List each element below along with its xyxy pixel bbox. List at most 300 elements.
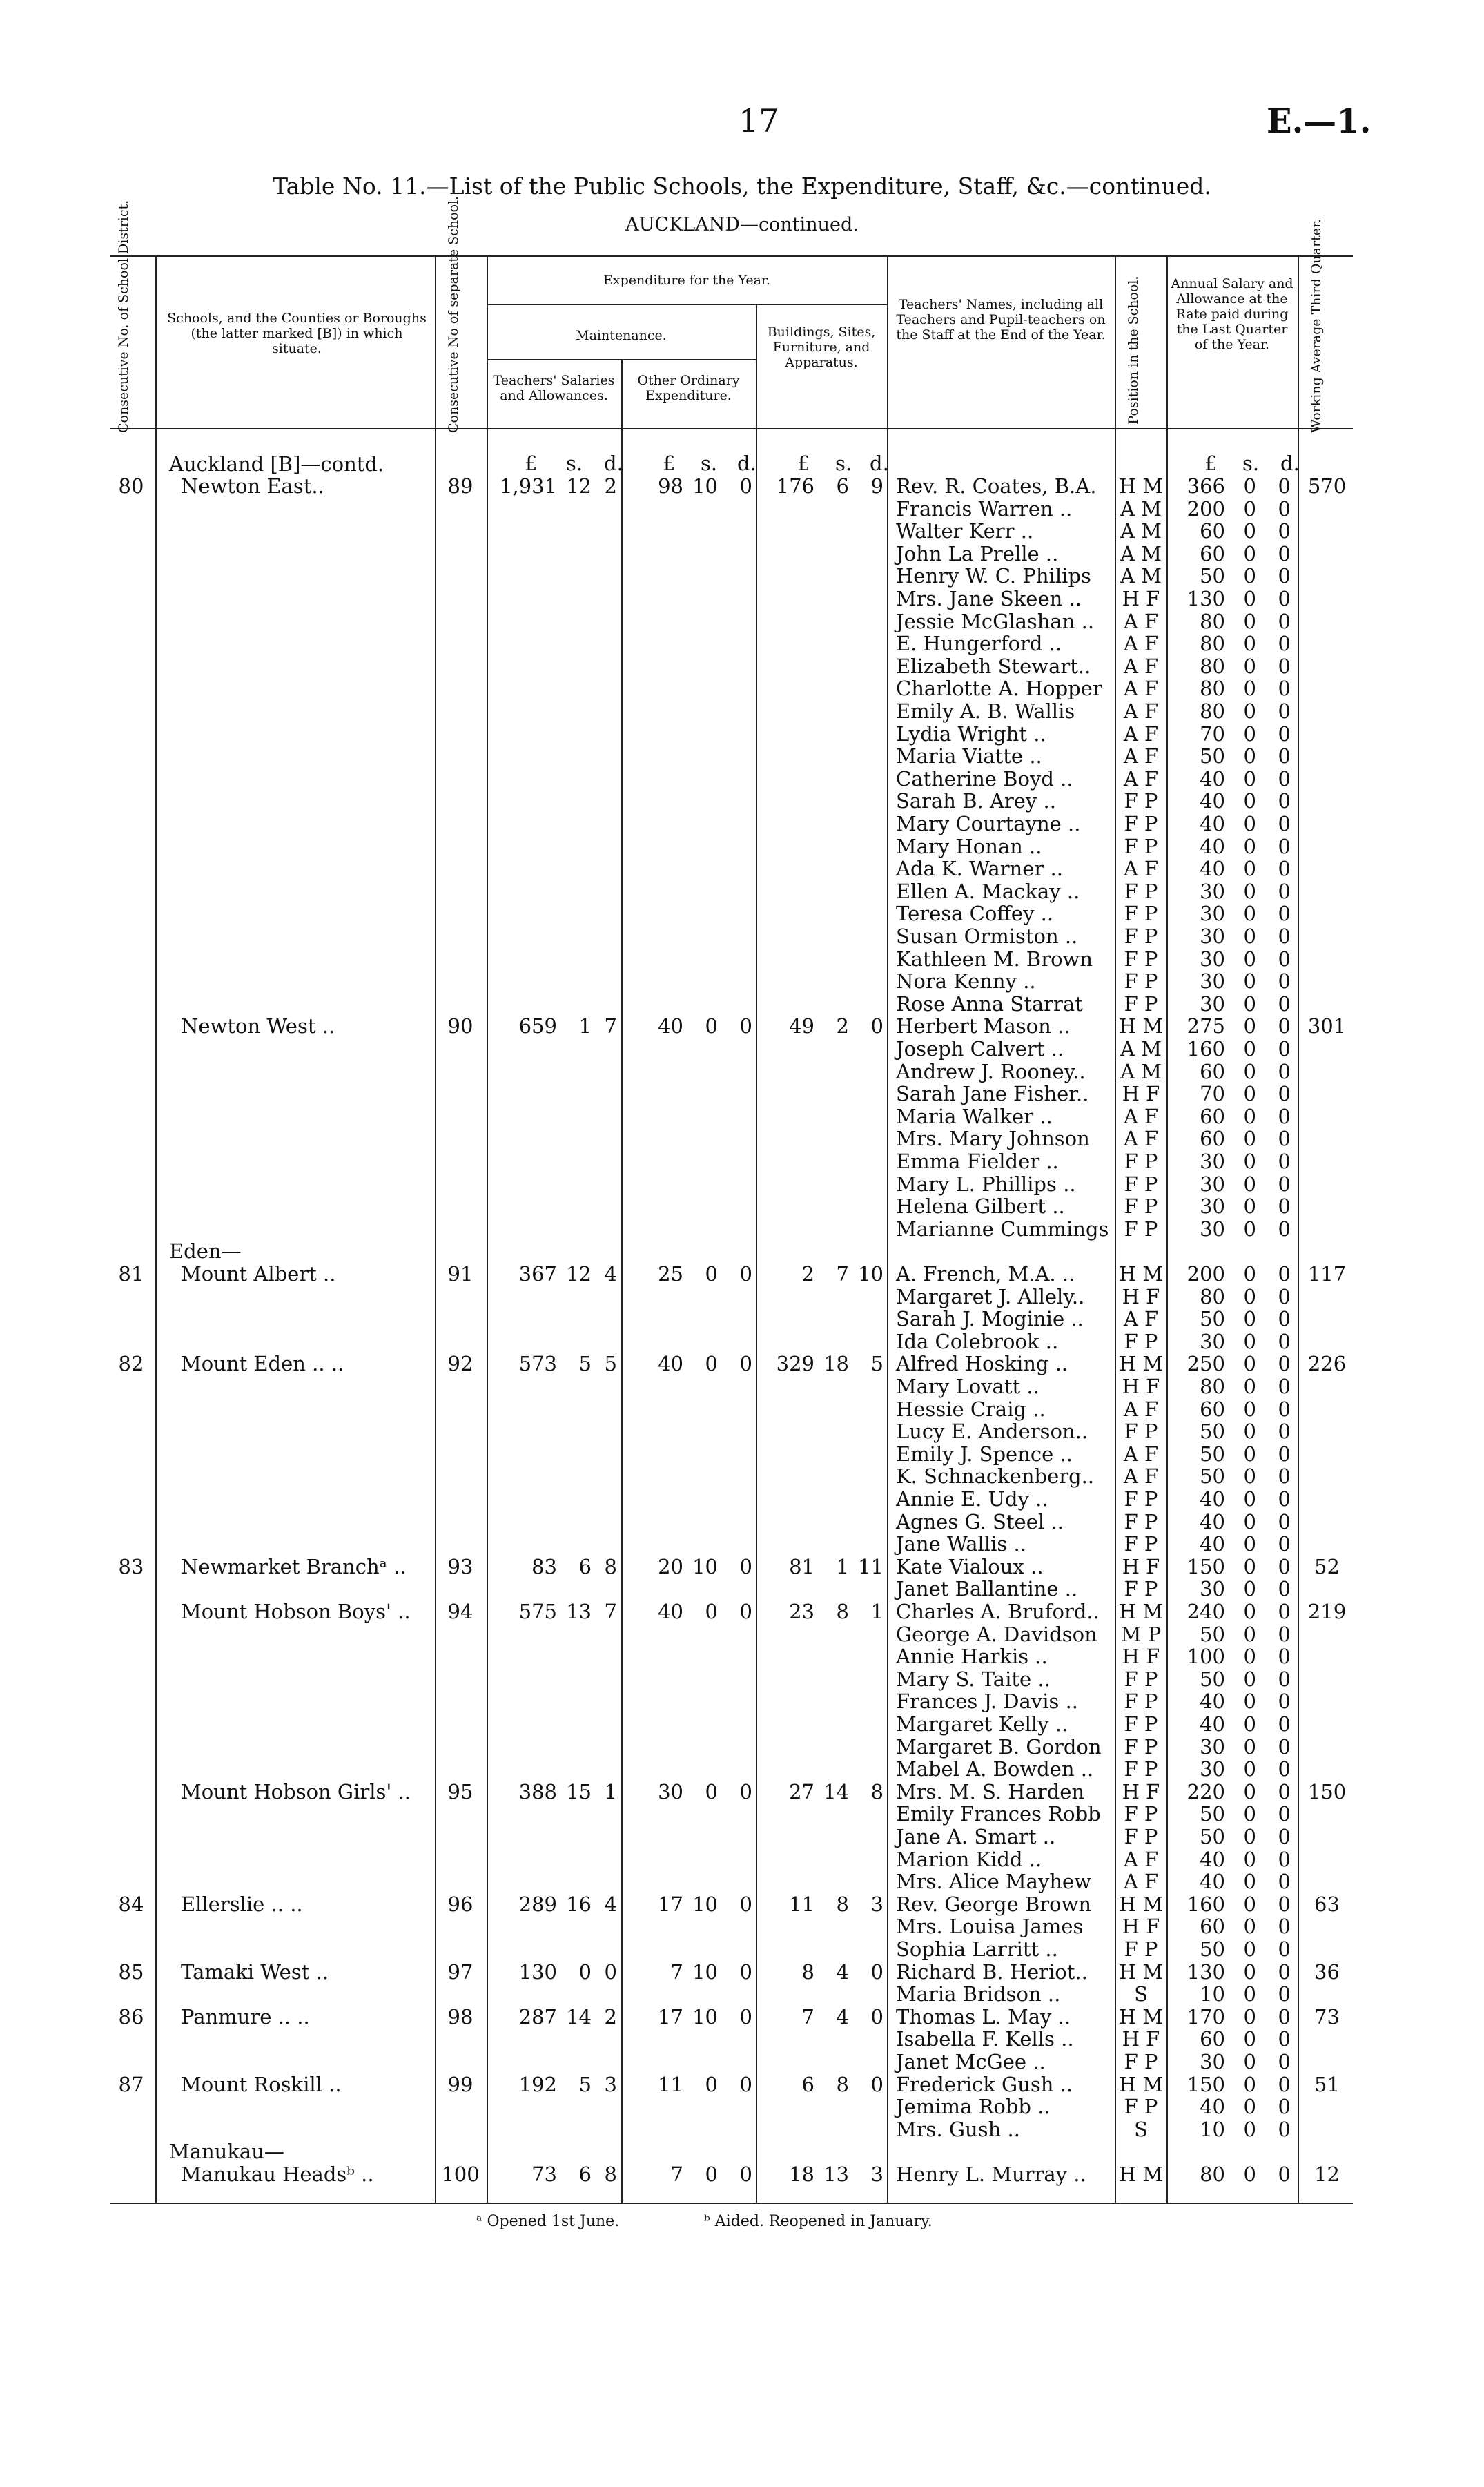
salary-pounds: 130 [1187, 1959, 1225, 1984]
salaries-pence: 7 [604, 1600, 617, 1623]
other-pence: 0 [739, 1262, 752, 1286]
teacher-position: H M [1118, 2072, 1164, 2096]
salary-pence: 0 [1278, 699, 1291, 723]
salary-pence: 0 [1278, 1442, 1291, 1466]
teacher-name: Nora Kenny .. [896, 969, 1036, 994]
salary-pence: 0 [1278, 1734, 1291, 1759]
salary-shillings: 0 [1243, 699, 1256, 723]
teacher-name: A. French, M.A. .. [896, 1262, 1075, 1286]
teacher-position: F P [1124, 1690, 1158, 1714]
district-number: 87 [118, 2072, 144, 2096]
header-teachers-salaries: Teachers' Salaries and Allowances. [493, 373, 615, 403]
salary-pounds: 100 [1187, 1645, 1225, 1669]
salary-shillings: 0 [1243, 587, 1256, 610]
salary-pounds: 30 [1200, 1194, 1225, 1219]
working-average: 301 [1307, 1014, 1347, 1038]
teacher-name: Mrs. Gush .. [896, 2117, 1020, 2141]
footnote-a: ᵃ Opened 1st June. [476, 2213, 620, 2230]
salary-shillings: 0 [1243, 722, 1256, 746]
teacher-position: F P [1124, 834, 1158, 858]
salary-pounds: 30 [1200, 2050, 1225, 2073]
salaries-pounds: 659 [518, 1014, 557, 1038]
salaries-pounds: 289 [518, 1892, 557, 1916]
teacher-position: A F [1123, 857, 1159, 881]
salary-pence: 0 [1278, 857, 1291, 881]
school-name: Panmure .. .. [181, 2004, 310, 2029]
other-pence: 0 [739, 1352, 752, 1376]
other-pounds: 7 [670, 1959, 683, 1984]
teacher-name: Margaret J. Allely.. [896, 1284, 1085, 1308]
salary-pence: 0 [1278, 1667, 1291, 1691]
buildings-pence: 0 [870, 2004, 883, 2029]
salary-pounds: 50 [1200, 1667, 1225, 1691]
salary-pence: 0 [1278, 812, 1291, 835]
salary-pence: 0 [1278, 1194, 1291, 1219]
school-number: 94 [447, 1600, 473, 1623]
teacher-name: Agnes G. Steel .. [896, 1509, 1064, 1533]
teacher-name: Jane A. Smart .. [896, 1825, 1056, 1848]
salary-pence: 0 [1278, 879, 1291, 903]
header-expenditure: Expenditure for the Year. [603, 273, 770, 288]
teacher-name: Walter Kerr .. [896, 519, 1034, 543]
other-pence: 0 [739, 2004, 752, 2029]
teacher-name: Frances J. Davis .. [896, 1690, 1079, 1714]
other-pounds: 11 [658, 2072, 683, 2096]
teacher-name: Mary Courtayne .. [896, 812, 1081, 835]
salary-pounds: 60 [1200, 1397, 1225, 1421]
region-subtitle: AUCKLAND—continued. [625, 214, 859, 235]
col-rule-3 [487, 255, 488, 2203]
col-rule-6 [887, 255, 888, 2203]
salary-pounds: 50 [1200, 744, 1225, 768]
buildings-shillings: 4 [836, 2004, 849, 2029]
teacher-position: A F [1123, 699, 1159, 723]
school-number: 93 [447, 1554, 473, 1578]
county-heading: Auckland [B]—contd. [169, 452, 384, 476]
salary-shillings: 0 [1243, 1712, 1256, 1736]
col-rule-5 [756, 304, 757, 2203]
buildings-pence: 0 [870, 1014, 883, 1038]
salary-shillings: 0 [1243, 879, 1256, 903]
header-consecutive-district: Consecutive No. of School District. [116, 200, 131, 433]
teacher-name: Lucy E. Anderson.. [896, 1420, 1088, 1444]
teacher-name: Thomas L. May .. [896, 2004, 1071, 2029]
buildings-pence: 1 [870, 1600, 883, 1623]
teacher-name: Janet McGee .. [896, 2050, 1046, 2073]
salary-pence: 0 [1278, 1892, 1291, 1916]
salary-shillings: 0 [1243, 1779, 1256, 1803]
teacher-position: F P [1124, 1802, 1158, 1826]
salary-pence: 0 [1278, 947, 1291, 971]
school-number: 91 [447, 1262, 473, 1286]
other-shillings: 0 [705, 1014, 718, 1038]
salary-pounds: 40 [1200, 812, 1225, 835]
salary-pence: 0 [1278, 1779, 1291, 1803]
salaries-pounds: 192 [518, 2072, 557, 2096]
salaries-pence: 5 [604, 1352, 617, 1376]
salaries-pounds: 83 [531, 1554, 557, 1578]
salary-pence: 0 [1278, 2050, 1291, 2073]
salary-pence: 0 [1278, 1959, 1291, 1984]
salary-shillings: 0 [1243, 1014, 1256, 1038]
teacher-position: H M [1118, 1262, 1164, 1286]
header-salary: Annual Salary and Allowance at the Rate paid during the Last Quarter of the Year. [1171, 276, 1293, 352]
series-reference: E.—1. [1267, 102, 1371, 141]
other-shillings: 0 [705, 1262, 718, 1286]
school-number: 90 [447, 1014, 473, 1038]
school-name: Newton West .. [181, 1014, 335, 1038]
teacher-name: Annie E. Udy .. [896, 1487, 1048, 1511]
teacher-position: F P [1124, 789, 1158, 813]
teacher-position: S [1134, 1982, 1148, 2006]
teacher-name: Susan Ormiston .. [896, 925, 1078, 948]
salary-shillings: 0 [1243, 925, 1256, 948]
salary-pounds: 40 [1200, 789, 1225, 813]
salaries-shillings: 5 [578, 2072, 592, 2096]
salary-pence: 0 [1278, 1712, 1291, 1736]
teacher-position: F P [1124, 1757, 1158, 1781]
teacher-name: Henry L. Murray .. [896, 2162, 1086, 2186]
salaries-pounds: 575 [518, 1600, 557, 1623]
salary-shillings: 0 [1243, 1172, 1256, 1196]
header-other-expenditure: Other Ordinary Expenditure. [637, 373, 740, 403]
salaries-shillings: 12 [566, 474, 592, 498]
salaries-pence: 3 [604, 2072, 617, 2096]
salaries-pence: 7 [604, 1014, 617, 1038]
col-rule-9 [1298, 255, 1299, 2203]
buildings-pounds: 176 [776, 474, 814, 498]
salary-pounds: 40 [1200, 1509, 1225, 1533]
teacher-position: H M [1118, 2004, 1164, 2029]
page-number: 17 [739, 102, 779, 139]
salary-pounds: 60 [1200, 519, 1225, 543]
salaries-pounds: 73 [531, 2162, 557, 2186]
salary-shillings: 0 [1243, 519, 1256, 543]
teacher-name: Jessie McGlashan .. [896, 609, 1095, 633]
teacher-position: A M [1120, 541, 1162, 565]
salary-pounds: 250 [1187, 1352, 1225, 1376]
teacher-name: Jemima Robb .. [896, 2095, 1051, 2119]
salary-pence: 0 [1278, 2095, 1291, 2119]
working-average: 150 [1307, 1779, 1347, 1803]
other-shillings: 10 [692, 1959, 718, 1984]
buildings-shillings: 18 [823, 1352, 849, 1376]
teacher-position: A F [1123, 1397, 1159, 1421]
salary-shillings: 0 [1243, 1150, 1256, 1173]
salary-pence: 0 [1278, 1059, 1291, 1083]
currency-shilling: s. [1242, 452, 1260, 475]
footnote-b: ᵇ Aided. Reopened in January. [704, 2213, 933, 2230]
school-name: Mount Hobson Girls' .. [181, 1779, 411, 1803]
teacher-name: Sophia Larritt .. [896, 1937, 1058, 1961]
county-heading: Eden— [169, 1239, 242, 1264]
other-pounds: 40 [658, 1352, 683, 1376]
salary-pence: 0 [1278, 1847, 1291, 1871]
teacher-name: Maria Walker .. [896, 1104, 1053, 1128]
school-number: 100 [441, 2162, 480, 2186]
salary-pounds: 30 [1200, 1172, 1225, 1196]
currency-pence: d. [604, 452, 623, 475]
salary-shillings: 0 [1243, 744, 1256, 768]
school-number: 95 [447, 1779, 473, 1803]
salary-pounds: 10 [1200, 2117, 1225, 2141]
working-average: 63 [1314, 1892, 1340, 1916]
other-pence: 0 [739, 1014, 752, 1038]
header-schools: Schools, and the Counties or Boroughs (the latter marked [B]) in which situate. [167, 311, 427, 356]
salary-pounds: 30 [1200, 1217, 1225, 1241]
teacher-name: Teresa Coffey .. [896, 902, 1054, 926]
salaries-pence: 4 [604, 1262, 617, 1286]
salary-pence: 0 [1278, 766, 1291, 791]
teacher-position: F P [1124, 1937, 1158, 1961]
salary-shillings: 0 [1243, 1870, 1256, 1894]
header-teachers-names: Teachers' Names, including all Teachers and Pupil-teachers on the Staff at the End of the Year. [896, 297, 1106, 342]
salary-shillings: 0 [1243, 632, 1256, 656]
currency-pound: £ [797, 452, 810, 475]
salary-pence: 0 [1278, 1802, 1291, 1826]
salary-shillings: 0 [1243, 857, 1256, 881]
district-number: 81 [118, 1262, 144, 1286]
buildings-pence: 9 [870, 474, 883, 498]
teacher-position: F P [1124, 1194, 1158, 1219]
salary-shillings: 0 [1243, 1284, 1256, 1308]
teacher-position: A M [1120, 519, 1162, 543]
col-rule-8 [1166, 255, 1168, 2203]
teacher-name: Andrew J. Rooney.. [896, 1059, 1086, 1083]
salary-pence: 0 [1278, 1577, 1291, 1601]
teacher-name: Margaret Kelly .. [896, 1712, 1068, 1736]
salary-pounds: 275 [1187, 1014, 1225, 1038]
salary-pounds: 70 [1200, 1082, 1225, 1106]
other-shillings: 10 [692, 474, 718, 498]
teacher-name: Kathleen M. Brown [896, 947, 1093, 971]
teacher-name: Rev. R. Coates, B.A. [896, 474, 1097, 498]
salary-pence: 0 [1278, 1532, 1291, 1556]
teacher-name: Ellen A. Mackay .. [896, 879, 1080, 903]
teacher-position: F P [1124, 969, 1158, 994]
teacher-position: M P [1120, 1622, 1162, 1646]
teacher-name: Mrs. Jane Skeen .. [896, 587, 1082, 610]
salary-pounds: 50 [1200, 1464, 1225, 1489]
school-name: Mount Roskill .. [181, 2072, 342, 2096]
salary-shillings: 0 [1243, 2095, 1256, 2119]
salary-pence: 0 [1278, 1014, 1291, 1038]
teacher-name: Jane Wallis .. [896, 1532, 1026, 1556]
salary-shillings: 0 [1243, 1262, 1256, 1286]
teacher-name: Francis Warren .. [896, 496, 1073, 521]
salary-shillings: 0 [1243, 474, 1256, 498]
teacher-position: F P [1124, 1420, 1158, 1444]
salary-shillings: 0 [1243, 1487, 1256, 1511]
salaries-shillings: 6 [578, 1554, 592, 1578]
teacher-position: H F [1122, 1082, 1160, 1106]
other-shillings: 0 [705, 2072, 718, 2096]
teacher-position: H F [1122, 1779, 1160, 1803]
teacher-position: H M [1118, 474, 1164, 498]
salary-shillings: 0 [1243, 991, 1256, 1016]
teacher-position: F P [1124, 1712, 1158, 1736]
teacher-position: A F [1123, 1127, 1159, 1151]
teacher-position: A M [1120, 564, 1162, 588]
salary-pence: 0 [1278, 1645, 1291, 1669]
salary-pence: 0 [1278, 1037, 1291, 1061]
currency-pence: d. [737, 452, 756, 475]
buildings-shillings: 7 [836, 1262, 849, 1286]
salary-pounds: 160 [1187, 1892, 1225, 1916]
teacher-position: H F [1122, 2027, 1160, 2051]
salary-pence: 0 [1278, 969, 1291, 994]
salary-pounds: 30 [1200, 1329, 1225, 1353]
salary-pounds: 80 [1200, 654, 1225, 678]
teacher-name: Emily J. Spence .. [896, 1442, 1073, 1466]
other-shillings: 0 [705, 1352, 718, 1376]
teacher-position: A F [1123, 1870, 1159, 1894]
buildings-pounds: 11 [789, 1892, 814, 1916]
salary-pounds: 30 [1200, 947, 1225, 971]
salaries-shillings: 0 [578, 1959, 592, 1984]
teacher-position: A M [1120, 1037, 1162, 1061]
salary-shillings: 0 [1243, 766, 1256, 791]
teacher-position: F P [1124, 947, 1158, 971]
teacher-name: Mary Lovatt .. [896, 1375, 1039, 1398]
salary-pounds: 366 [1187, 474, 1225, 498]
salary-shillings: 0 [1243, 1217, 1256, 1241]
teacher-name: Lydia Wright .. [896, 722, 1046, 746]
salary-shillings: 0 [1243, 1059, 1256, 1083]
teacher-name: Ada K. Warner .. [896, 857, 1063, 881]
salary-pence: 0 [1278, 1464, 1291, 1489]
salary-shillings: 0 [1243, 1037, 1256, 1061]
teacher-position: F P [1124, 1509, 1158, 1533]
other-pence: 0 [739, 1554, 752, 1578]
salary-shillings: 0 [1243, 789, 1256, 813]
teacher-position: A F [1123, 744, 1159, 768]
salaries-pence: 1 [604, 1779, 617, 1803]
other-pounds: 40 [658, 1014, 683, 1038]
salary-pence: 0 [1278, 1937, 1291, 1961]
salary-pence: 0 [1278, 1757, 1291, 1781]
buildings-shillings: 4 [836, 1959, 849, 1984]
salaries-shillings: 12 [566, 1262, 592, 1286]
teacher-name: Mrs. M. S. Harden [896, 1779, 1085, 1803]
buildings-pounds: 49 [789, 1014, 814, 1038]
salaries-pence: 8 [604, 2162, 617, 2186]
salary-pence: 0 [1278, 587, 1291, 610]
salaries-shillings: 5 [578, 1352, 592, 1376]
teacher-position: A F [1123, 1442, 1159, 1466]
salary-pounds: 40 [1200, 1870, 1225, 1894]
salary-pounds: 40 [1200, 2095, 1225, 2119]
salary-pounds: 60 [1200, 1104, 1225, 1128]
table-bottom-rule [110, 2203, 1353, 2204]
salary-pounds: 40 [1200, 1532, 1225, 1556]
buildings-pounds: 18 [789, 2162, 814, 2186]
salary-shillings: 0 [1243, 969, 1256, 994]
other-pounds: 20 [658, 1554, 683, 1578]
salary-pounds: 80 [1200, 699, 1225, 723]
salary-pounds: 80 [1200, 1375, 1225, 1398]
salary-pence: 0 [1278, 1600, 1291, 1623]
teacher-position: A F [1123, 1104, 1159, 1128]
salary-pence: 0 [1278, 2027, 1291, 2051]
salary-pence: 0 [1278, 1420, 1291, 1444]
teacher-name: Mary S. Taite .. [896, 1667, 1051, 1691]
salary-shillings: 0 [1243, 2050, 1256, 2073]
buildings-pence: 8 [870, 1779, 883, 1803]
teacher-name: Hessie Craig .. [896, 1397, 1046, 1421]
working-average: 117 [1307, 1262, 1347, 1286]
teacher-name: Richard B. Heriot.. [896, 1959, 1088, 1984]
salary-pence: 0 [1278, 1150, 1291, 1173]
salaries-shillings: 13 [566, 1600, 592, 1623]
teacher-position: F P [1124, 1577, 1158, 1601]
salary-pounds: 80 [1200, 677, 1225, 701]
teacher-name: Emma Fielder .. [896, 1150, 1059, 1173]
currency-pence: d. [1280, 452, 1300, 475]
salaries-shillings: 16 [566, 1892, 592, 1916]
salary-pence: 0 [1278, 2117, 1291, 2141]
salaries-pence: 8 [604, 1554, 617, 1578]
school-number: 96 [447, 1892, 473, 1916]
table-title: Table No. 11.—List of the Public Schools, the Expenditure, Staff, &c.—continued. [273, 173, 1211, 200]
buildings-pence: 0 [870, 1959, 883, 1984]
teacher-position: H F [1122, 587, 1160, 610]
teacher-position: H F [1122, 1375, 1160, 1398]
buildings-pounds: 7 [801, 2004, 814, 2029]
teacher-name: Emily A. B. Wallis [896, 699, 1075, 723]
teacher-name: Mrs. Mary Johnson [896, 1127, 1090, 1151]
teacher-name: E. Hungerford .. [896, 632, 1062, 656]
salaries-shillings: 1 [578, 1014, 592, 1038]
salaries-pounds: 1,931 [499, 474, 557, 498]
buildings-shillings: 1 [836, 1554, 849, 1578]
teacher-name: Mrs. Alice Mayhew [896, 1870, 1092, 1894]
school-name: Newmarket Branchᵃ .. [181, 1554, 407, 1578]
salary-pounds: 30 [1200, 925, 1225, 948]
teacher-name: Mrs. Louisa James [896, 1915, 1084, 1939]
working-average: 219 [1307, 1600, 1347, 1623]
currency-pound: £ [1204, 452, 1218, 475]
salary-shillings: 0 [1243, 677, 1256, 701]
other-pence: 0 [739, 1600, 752, 1623]
salary-pence: 0 [1278, 519, 1291, 543]
salary-pounds: 60 [1200, 1127, 1225, 1151]
salary-pence: 0 [1278, 1284, 1291, 1308]
teacher-name: Charles A. Bruford.. [896, 1600, 1100, 1623]
teacher-name: Joseph Calvert .. [896, 1037, 1064, 1061]
salary-shillings: 0 [1243, 812, 1256, 835]
salary-pounds: 50 [1200, 1442, 1225, 1466]
salary-pence: 0 [1278, 1690, 1291, 1714]
other-shillings: 10 [692, 2004, 718, 2029]
salary-pence: 0 [1278, 925, 1291, 948]
salary-pence: 0 [1278, 1870, 1291, 1894]
salary-pounds: 50 [1200, 1802, 1225, 1826]
other-shillings: 0 [705, 1779, 718, 1803]
salary-shillings: 0 [1243, 1194, 1256, 1219]
salary-pence: 0 [1278, 1127, 1291, 1151]
salary-pence: 0 [1278, 1982, 1291, 2006]
salary-pence: 0 [1278, 2162, 1291, 2186]
teacher-position: A F [1123, 766, 1159, 791]
salary-pounds: 150 [1187, 1554, 1225, 1578]
school-name: Tamaki West .. [181, 1959, 329, 1984]
teacher-name: Emily Frances Robb [896, 1802, 1101, 1826]
salary-shillings: 0 [1243, 1825, 1256, 1848]
salary-shillings: 0 [1243, 1734, 1256, 1759]
salary-pounds: 50 [1200, 1825, 1225, 1848]
teacher-name: Charlotte A. Hopper [896, 677, 1102, 701]
